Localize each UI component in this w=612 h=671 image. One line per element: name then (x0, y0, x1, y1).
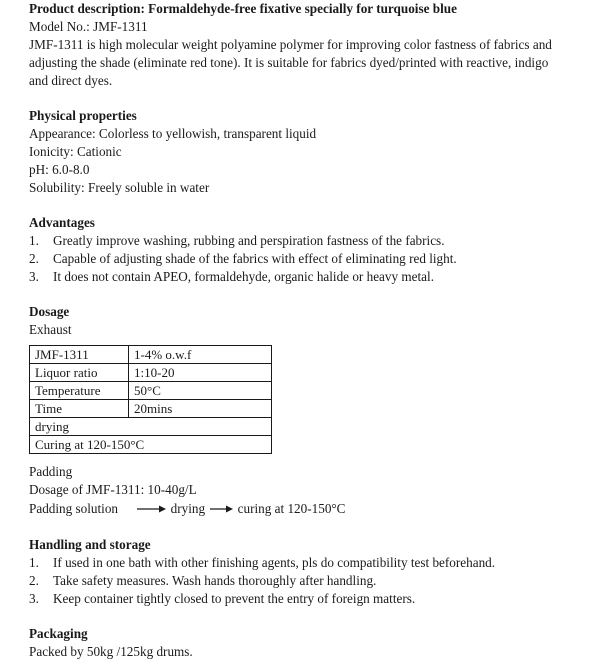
packaging-heading: Packaging (29, 626, 88, 641)
list-item (29, 268, 434, 286)
table-cell: Liquor ratio (30, 364, 129, 382)
list-text: If used in one bath with other finishing agents, pls do compatibility test beforehand. (53, 555, 496, 570)
drying-cell: drying (30, 418, 272, 436)
table-cell: JMF-1311 (30, 346, 129, 364)
list-number: 2. (29, 251, 39, 266)
table-row (30, 346, 272, 364)
list-item (29, 232, 445, 250)
list-number: 3. (29, 591, 39, 606)
description-line: adjusting the shade (eliminate red tone). It is suitable for fabrics dyed/printed with reactive, indigo (29, 55, 549, 70)
ionicity-line: Ionicity: Cationic (29, 144, 122, 159)
handling-heading: Handling and storage (29, 537, 151, 552)
list-text: Keep container tightly closed to prevent the entry of foreign matters. (53, 591, 416, 606)
dosage-heading: Dosage (29, 304, 70, 319)
model-number: Model No.: JMF-1311 (29, 19, 148, 34)
list-item (29, 572, 376, 590)
arrow-right-icon (121, 504, 167, 514)
list-number: 3. (29, 269, 39, 284)
list-item (29, 590, 415, 608)
padding-dosage-line: Dosage of JMF-1311: 10-40g/L (29, 482, 197, 497)
table-row (30, 400, 272, 418)
table-cell: Time (30, 400, 129, 418)
table-row (30, 418, 272, 436)
table-row (30, 436, 272, 454)
table-cell: 50°C (129, 382, 272, 400)
ph-line: pH: 6.0-8.0 (29, 162, 90, 177)
list-number: 2. (29, 573, 39, 588)
list-item (29, 250, 457, 268)
table-cell: Temperature (30, 382, 129, 400)
product-title: Product description: Formaldehyde-free fixative specially for turquoise blue (29, 1, 457, 16)
packaging-text: Packed by 50kg /125kg drums. (29, 644, 193, 659)
padding-process-flow (29, 499, 345, 518)
flow-drying-label: drying (170, 500, 206, 516)
list-number: 1. (29, 555, 39, 570)
table-row (30, 364, 272, 382)
list-text: It does not contain APEO, formaldehyde, organic halide or heavy metal. (53, 269, 434, 284)
list-text: Take safety measures. Wash hands thoroughly after handling. (53, 573, 377, 588)
description-line: JMF-1311 is high molecular weight polyamine polymer for improving color fastness of fabrics and (29, 37, 552, 52)
advantages-heading: Advantages (29, 215, 95, 230)
exhaust-label: Exhaust (29, 322, 72, 337)
solubility-line: Solubility: Freely soluble in water (29, 180, 210, 195)
arrow-right-icon (208, 504, 234, 514)
appearance-line: Appearance: Colorless to yellowish, transparent liquid (29, 126, 317, 141)
table-cell: 1:10-20 (129, 364, 272, 382)
flow-curing-label: curing at 120-150°C (237, 500, 346, 516)
curing-cell: Curing at 120-150°C (30, 436, 272, 454)
list-item (29, 554, 495, 572)
physical-heading: Physical properties (29, 108, 137, 123)
table-cell: 20mins (129, 400, 272, 418)
padding-solution-label: Padding solution (29, 500, 119, 516)
table-row (30, 382, 272, 400)
list-number: 1. (29, 233, 39, 248)
padding-label: Padding (29, 464, 73, 479)
list-text: Capable of adjusting shade of the fabrics with effect of eliminating red light. (53, 251, 457, 266)
table-cell: 1-4% o.w.f (129, 346, 272, 364)
description-line: and direct dyes. (29, 73, 113, 88)
list-text: Greatly improve washing, rubbing and perspiration fastness of the fabrics. (53, 233, 445, 248)
exhaust-table (29, 345, 272, 454)
